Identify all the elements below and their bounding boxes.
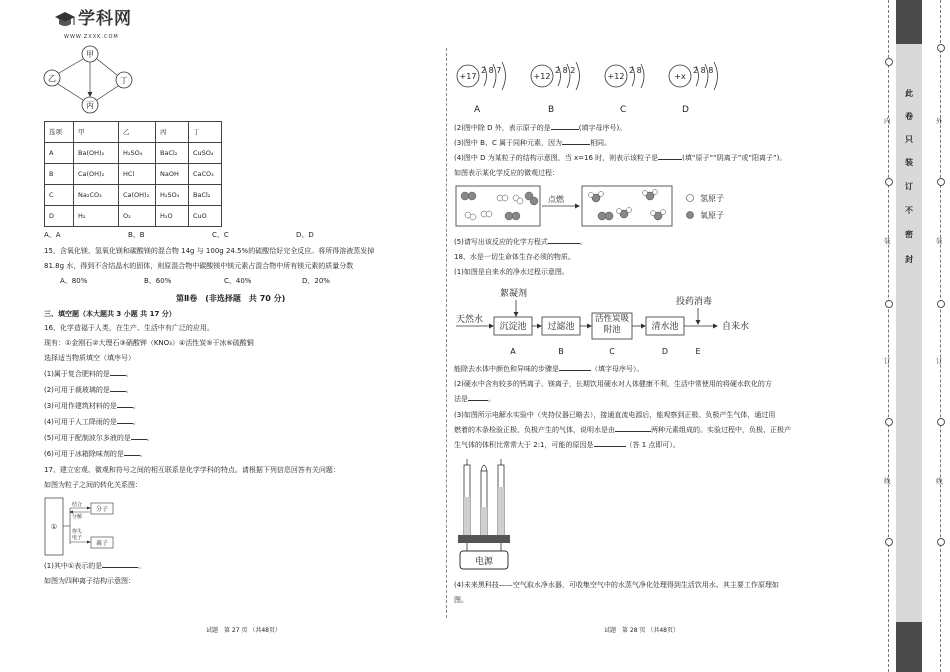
particle-conversion-diagram (44, 496, 144, 558)
ignite-label: 点燃 (548, 195, 564, 204)
answer-blank[interactable] (615, 431, 651, 432)
table-cell: CuSO₄ (189, 143, 222, 164)
label-electron: 电子 (72, 535, 83, 541)
section-subtitle: 三、填空题（本大题共 3 小题 共 17 分） (44, 310, 176, 318)
table-cell: Na₂CO₃ (74, 185, 119, 206)
label-molecule: 分子 (95, 506, 109, 513)
table-cell: H₂SO₄ (156, 185, 189, 206)
answer-blank[interactable] (551, 129, 579, 130)
step-d: D (661, 347, 669, 356)
step-b: B (558, 347, 564, 356)
table-cell: Ca(OH)₂ (74, 164, 119, 185)
q18-part-2b: 法是 。 (454, 395, 495, 403)
binding-circle (885, 178, 893, 186)
binding-inner-label: 内 (884, 117, 891, 125)
nucleus-d: +x (674, 72, 686, 81)
column-divider (446, 48, 447, 618)
binding-circle (885, 300, 893, 308)
q17-intro-1: 如图为粒子之间的转化关系图： (44, 481, 142, 489)
binding-circle (937, 300, 945, 308)
binding-warning-char: 装 (905, 158, 913, 167)
label-ion: 离子 (95, 540, 109, 547)
label-combine: 结合 (72, 502, 83, 508)
table-cell: BaCl₂ (156, 143, 189, 164)
table-cell: HCl (119, 164, 156, 185)
table-cell: H₂ (74, 206, 119, 227)
q18-part-3: (3)如图所示电解水实验中（夹持仪器已略去），接通直流电源后，能观察到正极、负极产生气体，通过用 (454, 411, 776, 419)
power-supply-label: 电源 (474, 557, 494, 567)
box-clear-water: 清水池 (651, 322, 679, 332)
page-footer-right: 试题 第 28 页 （共48页） (604, 627, 679, 634)
q17-question-2: (2)图中除 D 外，表示原子的是 (填字母序号)。 (454, 124, 627, 132)
binding-outer-label: 外 (936, 117, 943, 125)
q16-item: (6)可用于冰箱除味剂的是 。 (44, 450, 147, 458)
micro-reaction-diagram (454, 184, 744, 230)
table-row (45, 206, 222, 227)
binding-outer-label: 线 (936, 477, 943, 485)
q18-part-4b: 图。 (454, 596, 468, 604)
table-header: 选项 (45, 122, 74, 143)
q15-option-a: A、80% (60, 277, 88, 285)
node-ding: 丁 (120, 76, 128, 85)
q18-part-4: (4)未来黑科技——空气取水净水器，可收集空气中的水蒸气净化处理得到生活饮用水。其主要工作原理如 (454, 581, 779, 589)
q15-text-2: 81.8g 水，得到不含结晶水的固体，则原混合物中碳酸镁中镁元素占混合物中所有镁元素的质量分数 (44, 262, 354, 270)
binding-circle (937, 178, 945, 186)
q18-part-1: (1)如图是自来水的净水过程示意图。 (454, 268, 569, 276)
binding-warning-char: 只 (905, 135, 913, 144)
table-cell: D (45, 206, 74, 227)
q16-item: (3)可用作建筑材料的是 。 (44, 402, 140, 410)
answer-blank[interactable] (594, 446, 626, 447)
table-cell: B (45, 164, 74, 185)
water-purification-diagram (454, 282, 764, 360)
electrolysis-apparatus (454, 457, 526, 573)
q14-option-c: C、C (212, 231, 229, 239)
node-yi: 乙 (48, 74, 56, 83)
step-e: E (695, 347, 701, 356)
shells-b: 2 8 2 (555, 66, 576, 75)
binding-outer-label: 装 (936, 237, 943, 245)
answer-blank[interactable] (131, 439, 147, 440)
binding-warning-char: 此 (905, 89, 913, 98)
q16-item: (2)可用于裁玻璃的是 。 (44, 386, 133, 394)
section-title: 第Ⅱ卷 (非选择题 共 70 分) (176, 294, 286, 303)
q18-part-3b: 燃着的木条检验正极、负极产生的气体，说明水是由 两种元素组成的。实验过程中，负极、正极产 (454, 426, 791, 434)
graduation-cap-icon (54, 10, 76, 30)
table-cell: NaOH (156, 164, 189, 185)
box-filtration: 过滤池 (547, 322, 575, 332)
page-footer-left: 试题 第 27 页 （共48页） (206, 627, 281, 634)
q14-option-d: D、D (296, 231, 314, 239)
table-cell: C (45, 185, 74, 206)
legend-oxygen: 氧原子 (700, 211, 724, 220)
q18-part-2: (2)硬水中含有较多的钙离子、镁离子，长期饮用硬水对人体健康不利，生活中常使用的将硬水软化的方 (454, 380, 772, 388)
label-c: C (620, 105, 627, 115)
binding-circle (937, 538, 945, 546)
answer-blank[interactable] (110, 375, 126, 376)
answer-blank[interactable] (102, 567, 138, 568)
binding-warning-char: 订 (905, 182, 913, 191)
binding-circle (937, 44, 945, 52)
answer-blank[interactable] (117, 407, 133, 408)
table-row (45, 143, 222, 164)
node-jia: 甲 (86, 50, 94, 59)
q17-intro-2: 如图为四种离子结构示意图： (44, 577, 135, 585)
label-tap-water: 自来水 (722, 322, 750, 332)
q17-question-4: (4)图中 D 为某粒子的结构示意图，当 x=16 时，则表示该粒子是 (填“原子”“阴离子”或“阳离子”)。 (454, 154, 787, 162)
table-cell: CaCO₃ (189, 164, 222, 185)
q16-item: (1)属于复合肥料的是 。 (44, 370, 133, 378)
label-disinfect: 投药消毒 (676, 297, 713, 307)
answer-blank[interactable] (559, 370, 591, 371)
q18-answer-a: 能除去水体中颜色和异味的步骤是 （填字母序号）。 (454, 365, 644, 373)
step-a: A (510, 347, 516, 356)
table-cell: H₂O (156, 206, 189, 227)
binding-warning-char: 不 (905, 206, 913, 215)
nucleus-c: +12 (607, 72, 625, 81)
label-a: A (474, 105, 481, 115)
binding-warning-char: 封 (905, 255, 913, 264)
table-row (45, 164, 222, 185)
step-c: C (609, 347, 615, 356)
label-natural-water: 天然水 (456, 315, 484, 325)
options-table (44, 121, 222, 227)
table-cell: A (45, 143, 74, 164)
ion-structure-diagrams (454, 58, 724, 118)
table-cell: BaCl₂ (189, 185, 222, 206)
logo-text: 学科网 (78, 9, 132, 29)
table-cell: CuO (189, 206, 222, 227)
q16-item: (4)可用于人工降雨的是 。 (44, 418, 140, 426)
shells-a: 2 8 7 (481, 66, 502, 75)
answer-blank[interactable] (117, 423, 133, 424)
binding-outer-label: 订 (936, 357, 943, 365)
table-cell: O₂ (119, 206, 156, 227)
label-b: B (548, 105, 555, 115)
binding-strip-bottom (896, 622, 922, 672)
q18-title: 18、水是一切生命体生存必须的物质。 (454, 253, 575, 261)
q17-title: 17、建立宏观、微观和符号之间的相互联系是化学学科的特点。请根据下列信息回答有关问题： (44, 466, 340, 474)
binding-warning-char: 卷 (905, 112, 913, 121)
table-header: 乙 (119, 122, 156, 143)
label-split: 分解 (72, 514, 83, 520)
q14-option-b: B、B (128, 231, 145, 239)
answer-blank[interactable] (548, 243, 580, 244)
table-cell: Ca(OH)₂ (119, 185, 156, 206)
answer-blank[interactable] (124, 455, 140, 456)
binding-inner-label: 线 (884, 477, 891, 485)
binding-circle (885, 538, 893, 546)
q15-option-c: C、40% (224, 277, 252, 285)
table-row (45, 185, 222, 206)
q16-item: (5)可用于配制波尔多液的是 。 (44, 434, 154, 442)
q17-question-5: (5)请写出该反应的化学方程式 。 (454, 238, 587, 246)
label-circle-1: ① (50, 523, 58, 531)
q15-option-d: D、20% (302, 277, 330, 285)
box-carbon-adsorption: 活性炭吸附池 (594, 314, 629, 335)
answer-blank[interactable] (562, 144, 590, 145)
binding-strip (896, 0, 922, 672)
logo-url: WWW.ZXXK.COM (64, 34, 119, 40)
binding-inner-label: 订 (884, 357, 891, 365)
q15-option-b: B、60% (144, 277, 172, 285)
box-sedimentation: 沉淀池 (499, 322, 527, 332)
q16-title: 16、化学造福于人类，在生产、生活中有广泛的应用。 (44, 324, 214, 332)
logo (54, 8, 154, 42)
q15-text: 15、含氧化镁、氢氧化镁和碳酸镁的混合物 14g 与 100g 24.5%的硫酸恰好完全反应。将所得溶液蒸发掉 (44, 247, 375, 255)
binding-circle (885, 58, 893, 66)
table-header: 甲 (74, 122, 119, 143)
q17-question-1: (1)其中①表示的是 。 (44, 562, 146, 570)
nucleus-a: +17 (459, 72, 477, 81)
table-header: 丁 (189, 122, 222, 143)
micro-process-intro: 如图表示某化学反应的微观过程： (454, 169, 559, 177)
binding-inner-label: 装 (884, 237, 891, 245)
oxygen-legend-icon (687, 212, 694, 219)
binding-circle (937, 418, 945, 426)
table-header: 丙 (156, 122, 189, 143)
q17-question-3: (3)图中 B、C 属于同种元素，因为 相同。 (454, 139, 612, 147)
answer-blank[interactable] (658, 159, 682, 160)
answer-blank[interactable] (468, 400, 488, 401)
binding-circle (885, 418, 893, 426)
label-flocculant: 絮凝剂 (500, 289, 528, 299)
node-bing: 丙 (86, 101, 94, 110)
label-lose-gain: 得失 (72, 529, 83, 535)
hydrogen-legend-icon (687, 195, 694, 202)
shells-d: 2 8 8 (693, 66, 714, 75)
q18-part-3c: 生气体的体积比常常大于 2:1，可能的原因是 （答 1 点即可）。 (454, 441, 680, 449)
nucleus-b: +12 (533, 72, 551, 81)
q16-list: 现有：①金刚石②大理石③硝酸钾（KNO₃）④活性炭⑤干冰⑥硫酸铜 (44, 339, 254, 347)
legend-hydrogen: 氢原子 (700, 194, 724, 203)
table-header-row (45, 122, 222, 143)
label-d: D (682, 105, 689, 115)
table-cell: H₂SO₄ (119, 143, 156, 164)
binding-strip-top (896, 0, 922, 44)
binding-warning-char: 密 (905, 230, 913, 239)
q16-instruction: 选择适当物质填空（填序号） (44, 354, 135, 362)
table-cell: Ba(OH)₂ (74, 143, 119, 164)
q14-option-a: A、A (44, 231, 61, 239)
answer-blank[interactable] (110, 391, 126, 392)
substance-relation-diagram (40, 44, 140, 116)
shells-c: 2 8 (629, 66, 642, 75)
